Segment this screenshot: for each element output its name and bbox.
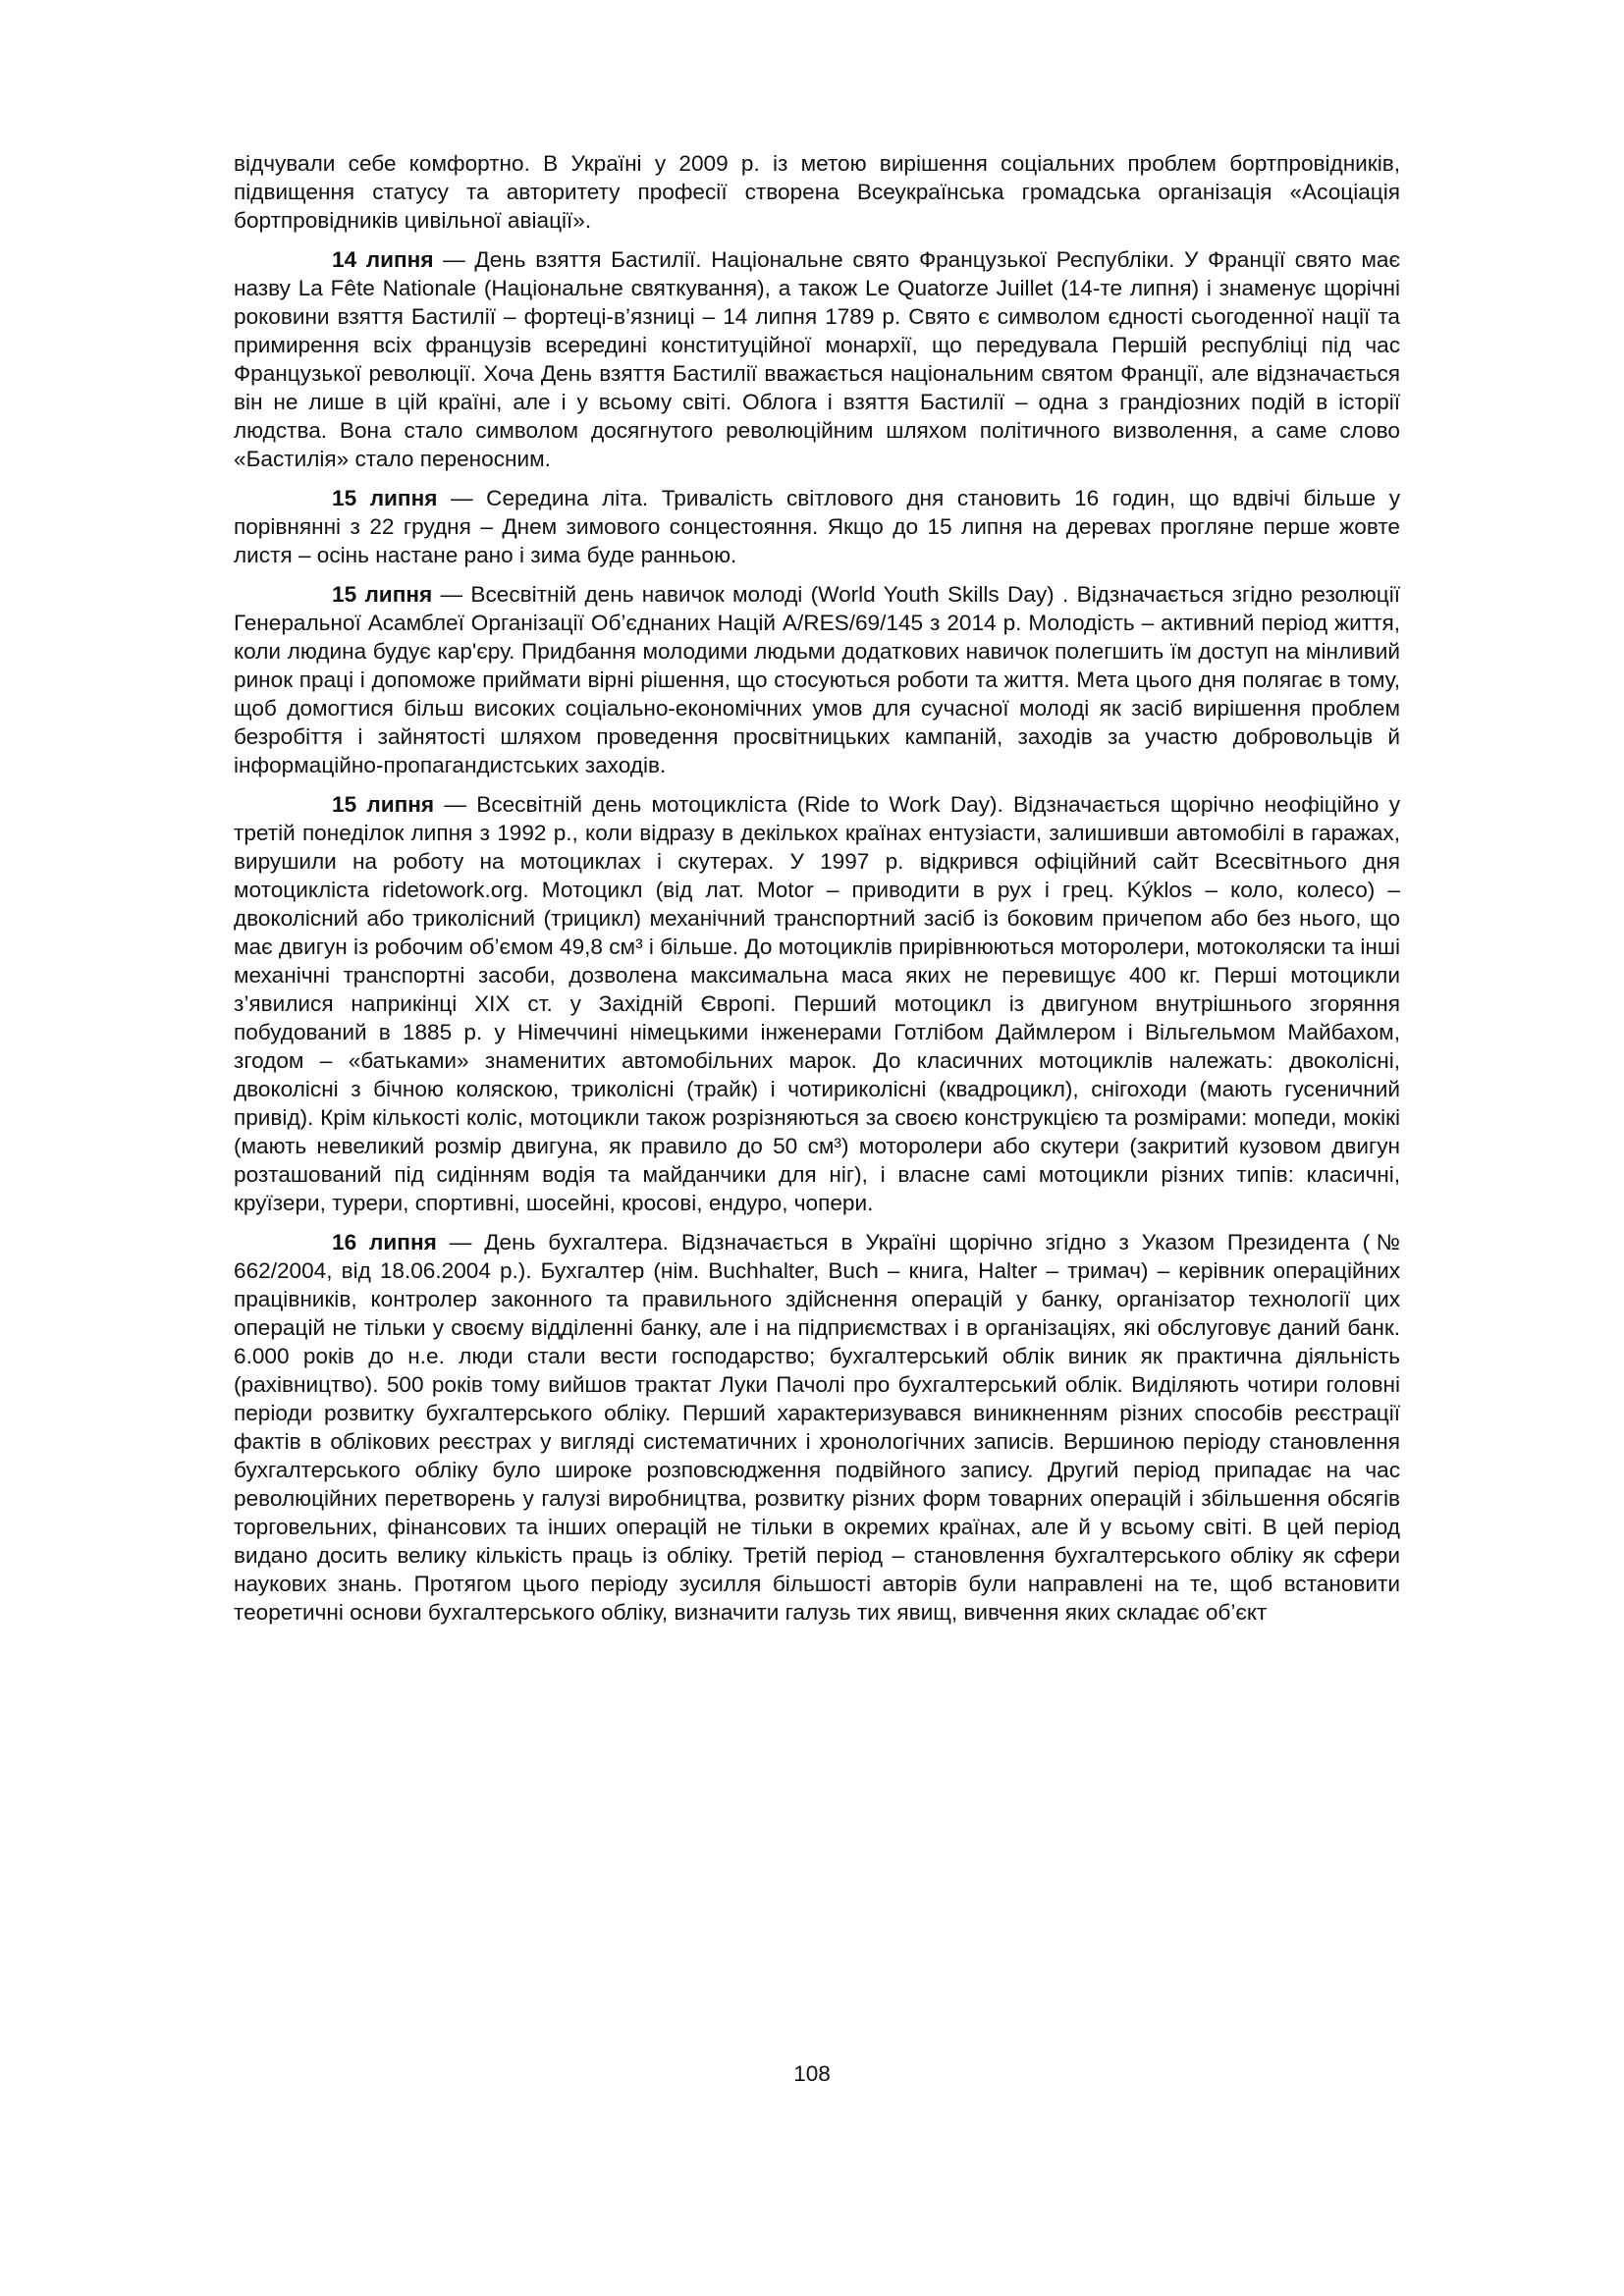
paragraph-text: — Середина літа. Тривалість світлового дня становить 16 годин, що вдвічі більше у порівнянні з 22 грудня – Днем зимового сонцестояння. Якщо до 15 липня на деревах прогляне перше жовте листя – осінь настане рано і зима буде ранньою. (234, 486, 1400, 567)
paragraph-text: відчували себе комфортно. В Україні у 2009 р. із метою вирішення соціальних проблем бортпровідників, підвищення статусу та авторитету професії створена Всеукраїнська громадська організація «Асоціація бортпровідників цивільної авіації». (234, 151, 1400, 233)
paragraph-text: — День взяття Бастилії. Національне свято Французької Республіки. У Франції свято має назву La Fête Nationale (Національне святкування), а також Le Quatorze Juillet (14-те липня) і знаменує щорічні роковини взяття Бастилії – фортеці-в’язниці – 14 липня 1789 р. Свято є символом єдності сьогоденної нації та примирення всіх французів всередині конституційної монархії, що передувала Першій республіці під час Французької революції. Хоча День взяття Бастилії вважається національним святом Франції, але відзначається він не лише в цій країні, але і у всьому світі. Облога і взяття Бастилії – одна з грандіозних подій в історії людства. Вона стало символом досягнутого революційним шляхом політичного визволення, а саме слово «Бастилія» стало переносним. (234, 247, 1400, 471)
paragraph-accountant-day (234, 1228, 1400, 1627)
paragraph-date: 15 липня (332, 486, 438, 510)
page-number: 108 (793, 2061, 831, 2086)
paragraph-bastille-day (234, 245, 1400, 473)
page-body (234, 149, 1400, 1637)
paragraph-date: 16 липня (332, 1230, 437, 1255)
paragraph-text: — Всесвітній день мотоцикліста (Ride to Work Day). Відзначається щорічно неофіційно у третій понеділок липня з 1992 р., коли відразу в декількох країнах ентузіасти, залишивши автомобілі в гаражах, вирушили на роботу на мотоциклах і скутерах. У 1997 р. відкрився офіційний сайт Всесвітнього дня мотоцикліста ridetowork.org. Мотоцикл (від лат. Motor – приводити в рух і грец. Kýklos – коло, колесо) – двоколісний або триколісний (трицикл) механічний транспортний засіб із боковим причепом або без нього, що має двигун із робочим об’ємом 49,8 см³ і більше. До мотоциклів прирівнюються моторолери, мотоколяски та інші механічні транспортні засоби, дозволена максимальна маса яких не перевищує 400 кг. Перші мотоцикли з’явилися наприкінці XIX ст. у Західній Європі. Перший мотоцикл із двигуном внутрішнього згоряння побудований в 1885 р. у Німеччині німецькими інженерами Готлібом Даймлером і Вільгельмом Майбахом, згодом – «батьками» знаменитих автомобільних марок. До класичних мотоциклів належать: двоколісні, двоколісні з бічною коляскою, триколісні (трайк) і чотириколісні (квадроцикл), снігоходи (мають гусеничний привід). Крім кількості коліс, мотоцикли також розрізняються за своєю конструкцією та розмірами: мопеди, мокікі (мають невеликий розмір двигуна, як правило до 50 см³) моторолери або скутери (закритий кузовом двигун розташований під сидінням водія та майданчики для ніг), і власне самі мотоцикли різних типів: класичні, круїзери, турери, спортивні, шосейні, кросові, ендуро, чопери. (234, 792, 1400, 1215)
paragraph-midsummer (234, 484, 1400, 569)
paragraph-date: 14 липня (332, 247, 434, 272)
paragraph-motorcyclist-day (234, 790, 1400, 1217)
paragraph-date: 15 липня (332, 582, 433, 607)
paragraph-text: — День бухгалтера. Відзначається в Україні щорічно згідно з Указом Президента (№ 662/2004, від 18.06.2004 р.). Бухгалтер (нім. Buchhalter, Buch – книга, Halter – тримач) – керівник операційних працівників, контролер законного та правильного здійснення операцій у банку, організатор технології цих операцій не тільки у своєму відділенні банку, але і на підприємствах і в організаціях, які обслуговує даний банк. 6.000 років до н.е. люди стали вести господарство; бухгалтерський облік виник як практична діяльність (рахівництво). 500 років тому вийшов трактат Луки Пачолі про бухгалтерський облік. Виділяють чотири головні періоди розвитку бухгалтерського обліку. Перший характеризувався виникненням різних способів реєстрації фактів в облікових реєстрах у вигляді систематичних і хронологічних записів. Вершиною періоду становлення бухгалтерського обліку було широке розповсюдження подвійного запису. Другий період припадає на час революційних перетворень у галузі виробництва, розвитку різних форм товарних операцій і збільшення обсягів торговельних, фінансових та інших операцій не тільки в окремих країнах, але й у всьому світі. В цей період видано досить велику кількість праць із обліку. Третій період – становлення бухгалтерського обліку як сфери наукових знань. Протягом цього періоду зусилля більшості авторів були направлені на те, щоб встановити теоретичні основи бухгалтерського обліку, визначити галузь тих явищ, вивчення яких складає об’єкт (234, 1230, 1401, 1625)
paragraph-intro (234, 149, 1400, 235)
paragraph-text: — Всесвітній день навичок молоді (World Youth Skills Day) . Відзначається згідно резолюції Генеральної Асамблеї Організації Об’єднаних Націй A/RES/69/145 з 2014 р. Молодість – активний період життя, коли людина будує кар'єру. Придбання молодими людьми додаткових навичок полегшить їм доступ на мінливий ринок праці і допоможе приймати вірні рішення, що стосуються роботи та життя. Мета цього дня полягає в тому, щоб домогтися більш високих соціально-економічних умов для сучасної молоді як засіб вирішення проблем безробіття і зайнятості шляхом проведення просвітницьких кампаній, заходів за участю добровольців й інформаційно-пропагандистських заходів. (234, 582, 1400, 777)
paragraph-date: 15 липня (332, 792, 435, 817)
paragraph-youth-skills-day (234, 580, 1400, 779)
